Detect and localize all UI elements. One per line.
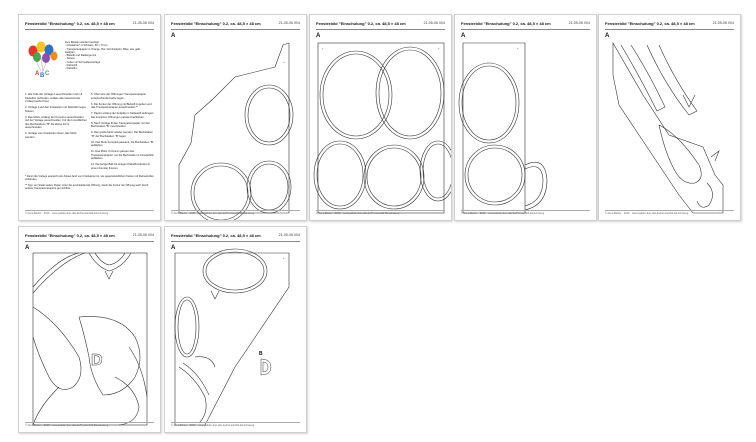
template-mark: A [461, 33, 466, 39]
svg-text:+: + [322, 47, 324, 50]
material-item: Hellgrün [65, 50, 75, 54]
material-item: - Klebestift [65, 64, 78, 68]
page-date: 21-05-06 004 [278, 21, 300, 25]
footer-credit: © Ilona Bieber · 2016 · www.palette-fuer-alle.de/Fensterbild-Einschulung [605, 212, 689, 215]
page-date: 21-05-06 004 [423, 21, 445, 25]
template-mark: A [171, 33, 176, 39]
instruction-step: 4. Vorlage vom Fotokarton lösen, das Motiv wenden. [25, 132, 77, 139]
footer-credit: © Ilona Bieber · 2016 · www.palette-fuer-alle.de/Fensterbild-Einschulung [25, 212, 109, 215]
instructions-right-column [91, 93, 155, 173]
page-date: 21-05-06 004 [568, 21, 590, 25]
instruction-step: 8. Nach Vorlage B das Transparentpapier mit den Buchstaben "B" zuschneiden. [91, 121, 150, 128]
template-outline [455, 15, 597, 221]
footnote: ** Tipp: am Stelle weites Papier unter die auszuklebende Öffnung, damit die Kontur der Öffnung auch durch andere Transparentpapiere gut sichtbar. [25, 183, 149, 191]
svg-text:+: + [719, 209, 721, 212]
footer-credit: © Ilona Bieber · 2016 · www.palette-fuer-alle.de/Fensterbild-Einschulung [461, 212, 545, 215]
material-item: - Cutter mit Schneideunterlage [65, 60, 101, 64]
instruction-step: 11. Das Motiv, Konturen passen das Transparentpapier, um die Buchstabe im Fensterbild aufkleben. [91, 150, 154, 160]
template-page-6 [18, 226, 161, 433]
svg-text:D: D [91, 352, 103, 369]
page-instructions [18, 14, 161, 221]
footer-credit: © Ilona Bieber · 2016 · www.palette-fuer-alle.de/Fensterbild-Einschulung [171, 212, 255, 215]
footer-credit: © Ilona Bieber · 2016 · www.palette-fuer-alle.de/Fensterbild-Einschulung [316, 212, 400, 215]
instruction-step: 10. Das Motiv komplett passend, die Buchstaben "B" aufkleben. [91, 140, 154, 147]
page-date: 21-05-06 004 [712, 21, 734, 25]
template-outline [599, 15, 741, 221]
materials-list [65, 41, 155, 71]
footer-credit: © Ilona Bieber · 2016 · www.palette-fuer-alle.de/Fensterbild-Einschulung [171, 424, 255, 427]
page-title: Fensterbild "Einschulung" 0.2, ca. 48,5 × 48 cm [25, 233, 115, 238]
svg-text:+: + [283, 61, 285, 64]
page-footer [25, 210, 154, 216]
instruction-step: 6. Die Kontur der Öffnung mit Bleistift zugeben und das Transparentpapier ausschneiden.** [91, 102, 152, 109]
page-title: Fensterbild "Einschulung" 0.2, ca. 48,5 × 48 cm [316, 21, 406, 26]
svg-text:+: + [183, 209, 185, 212]
footnotes [25, 175, 156, 193]
svg-text:+: + [283, 209, 285, 212]
instruction-step: 9. Das große Motiv wieder wenden. Die Buchstaben "B" der Buchstaben "B" legen. [91, 131, 153, 138]
material-item: - Klebefilm [65, 67, 78, 71]
template-mark: A [25, 245, 30, 251]
letter-d-outline [165, 227, 307, 433]
instruction-step: 2. Vorlage A auf den Fotokarton mit Klebefilm legen fixieren. [25, 106, 87, 113]
page-footer [461, 210, 590, 216]
template-mark: A [316, 33, 321, 39]
footer-credit: © Ilona Bieber · 2016 · www.palette-fuer-alle.de/Fensterbild-Einschulung [25, 424, 109, 427]
svg-text:+: + [517, 47, 519, 50]
page-title: Fensterbild "Einschulung" 0.2, ca. 48,5 × 48 cm [171, 233, 261, 238]
page-footer [171, 210, 300, 216]
svg-text:+: + [141, 421, 143, 424]
page-footer [316, 210, 445, 216]
instruction-step: 1. Alle Teile der Vorlage A ausschneiden und mit Klebefilm verbinden, sodass das Gesamtmotiv vorliegt (siehe Foto). [25, 93, 83, 103]
page-date: 21-05-06 004 [132, 21, 154, 25]
svg-text:A: A [35, 71, 40, 77]
svg-text:C: C [45, 71, 50, 77]
page-footer [25, 422, 154, 428]
page-title: Fensterbild "Einschulung" 0.2, ca. 48,5 × 48 cm [605, 21, 695, 26]
footnote: * Damit die Vorlage ausreicht der Anlass fand vom Fotokarton ist, wie gegenständlichen Karten mit Klebestreifen verbinden. [25, 175, 154, 182]
template-outline [310, 15, 452, 221]
svg-text:+: + [322, 209, 324, 212]
svg-text:+: + [438, 47, 440, 50]
svg-text:+: + [35, 421, 37, 424]
instruction-step: 3. Das Motiv, entlang der Konturen ausschneiden. Auf der Vorlage ausschneiden. Für die Innenflächen des Buchstabens "B" die kleine Form ausschneiden. [25, 115, 87, 129]
template-outline [165, 15, 307, 221]
template-mark: A [171, 245, 176, 251]
instruction-step: 7. Papier entlang der Aufgabe in Klebestift auftragen. Die einzelnen Öffnungen passend aufkleben. [91, 112, 155, 119]
materials-title: Zum Basteln werden benötigt: [65, 41, 100, 44]
svg-text:B: B [40, 73, 45, 79]
material-item: - Bleistift und Radiergummi [65, 54, 97, 58]
material-item: - Fotokarton* in Schwarz, 50 × 70 cm [65, 44, 108, 48]
instruction-step: 5. Über eine der Öffnungen Transparentpapier entsprechende Farbe legen. [91, 93, 147, 100]
page-title: Fensterbild "Einschulung" 0.2, ca. 48,5 × 48 cm [461, 21, 551, 26]
template-page-5 [598, 14, 741, 221]
svg-text:+: + [438, 209, 440, 212]
material-item: - Schere [65, 57, 75, 61]
instructions-left-column [25, 93, 87, 142]
template-outline [19, 227, 161, 433]
template-page-7 [164, 226, 307, 433]
page-date: 21-05-06 004 [278, 233, 300, 237]
page-title: Fensterbild "Einschulung" 0.2, ca. 48,5 × 48 cm [171, 21, 261, 26]
page-title: Fensterbild "Einschulung" 0.2, ca. 48,5 × 48 cm [25, 21, 115, 26]
svg-text:+: + [177, 421, 179, 424]
template-mark-b: B [259, 351, 263, 357]
page-footer [605, 210, 734, 216]
template-page-4 [454, 14, 597, 221]
svg-text:+: + [283, 257, 285, 260]
page-footer [171, 422, 300, 428]
instruction-step: 12. Die fertige Bild mit einigen Klebefilmstreifen in einem Fenster fixieren. [91, 163, 151, 170]
template-mark: A [605, 33, 610, 39]
template-page-2 [164, 14, 307, 221]
page-date: 21-05-06 004 [132, 233, 154, 237]
template-page-3 [309, 14, 452, 221]
svg-text:+: + [467, 209, 469, 212]
material-item: - Transparentpapier in Orange, Rot, Grünhellgrün, Blau, Lila, gelb, [65, 47, 141, 51]
